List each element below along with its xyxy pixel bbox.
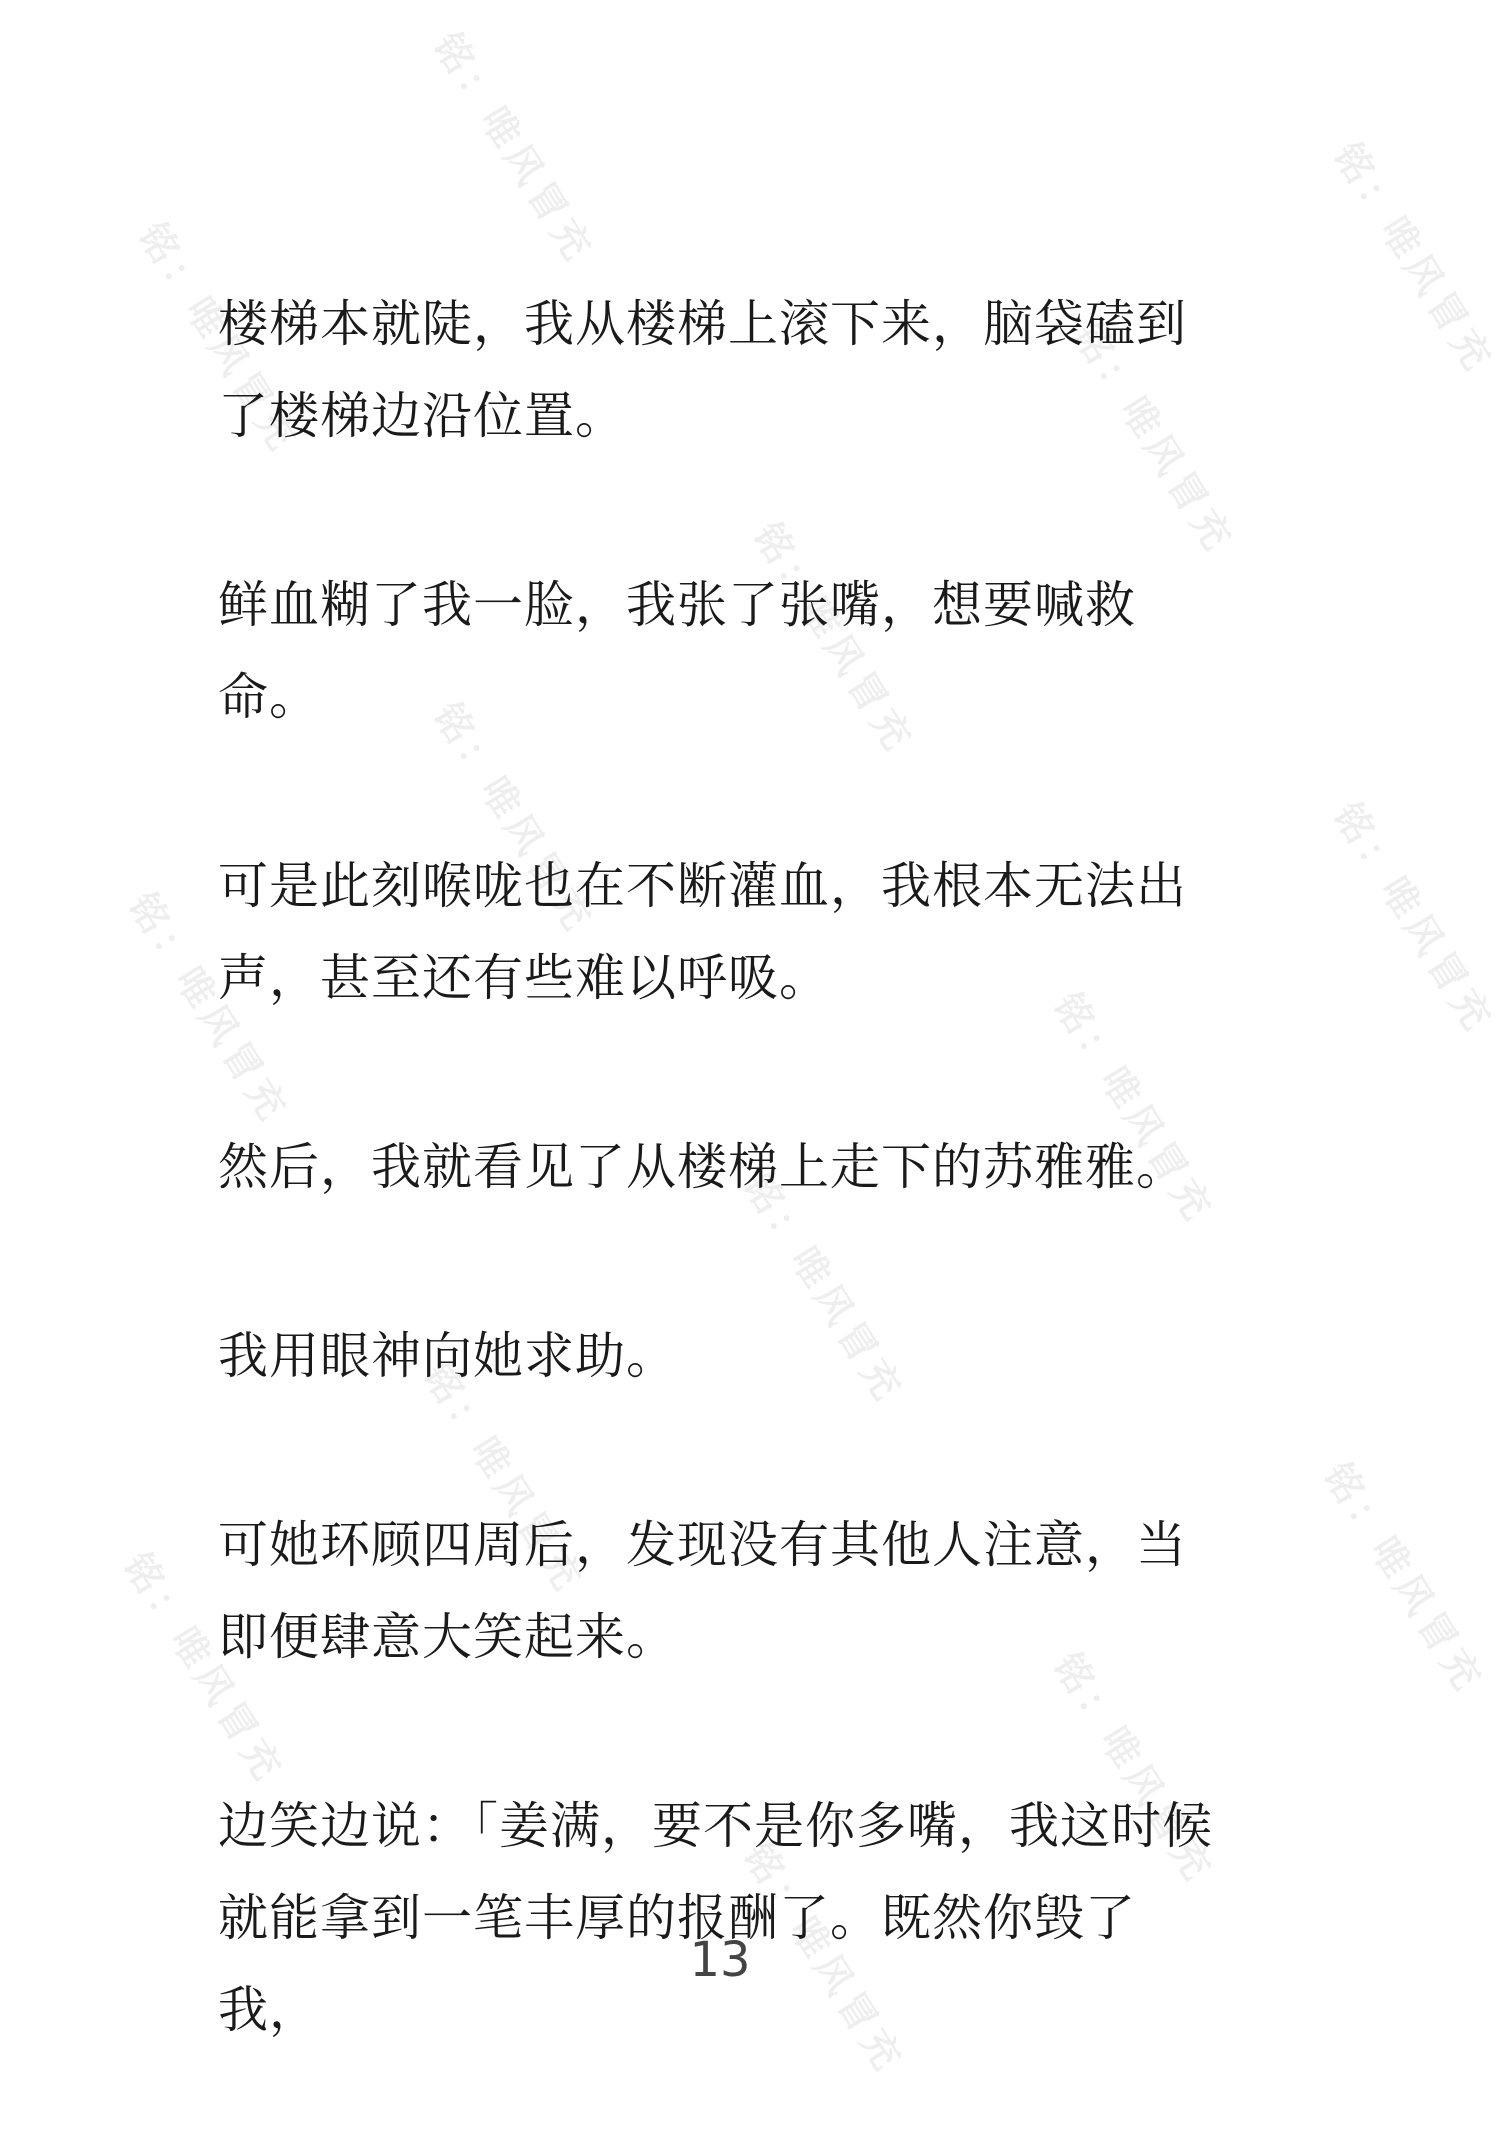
watermark: 铭：唯风冒充: [1325, 134, 1503, 382]
paragraph: 可是此刻喉咙也在不断灌血，我根本无法出声，甚至还有些难以呼吸。: [218, 857, 1187, 1007]
watermark: 铭：唯风冒充: [115, 1544, 293, 1792]
watermark: 铭：唯风冒充: [425, 24, 603, 272]
paragraph: 边笑边说：「姜满，要不是你多嘴，我这时候就能拿到一笔丰厚的报酬了。既然你毁了我，: [218, 1797, 1213, 2039]
paragraph: 楼梯本就陡，我从楼梯上滚下来，脑袋磕到了楼梯边沿位置。: [218, 295, 1187, 445]
page-number: 13: [689, 1932, 751, 1988]
paragraph: 鲜血糊了我一脸，我张了张嘴，想要喊救命。: [218, 576, 1136, 726]
watermark: 铭：唯风冒充: [1325, 794, 1503, 1042]
watermark: 铭：唯风冒充: [735, 1834, 913, 2082]
watermark: 铭：唯风冒充: [735, 1164, 913, 1412]
watermark: 铭：唯风冒充: [745, 514, 923, 762]
watermark: 铭：唯风冒充: [425, 694, 603, 942]
paragraph: 然后，我就看见了从楼梯上走下的苏雅雅。: [218, 1138, 1187, 1196]
watermark: 铭：唯风冒充: [415, 1354, 593, 1602]
paragraph: 我用眼神向她求助。: [218, 1327, 677, 1385]
document-body: [218, 278, 1218, 2153]
paragraph: 可她环顾四周后，发现没有其他人注意，当即便肆意大笑起来。: [218, 1516, 1187, 1666]
watermark: 铭：唯风冒充: [1315, 1454, 1493, 1702]
watermark: 铭：唯风冒充: [130, 214, 308, 462]
watermark: 铭：唯风冒充: [1065, 314, 1243, 562]
watermark: 铭：唯风冒充: [1045, 1644, 1223, 1892]
watermark: 铭：唯风冒充: [1045, 984, 1223, 1232]
watermark: 铭：唯风冒充: [120, 884, 298, 1132]
